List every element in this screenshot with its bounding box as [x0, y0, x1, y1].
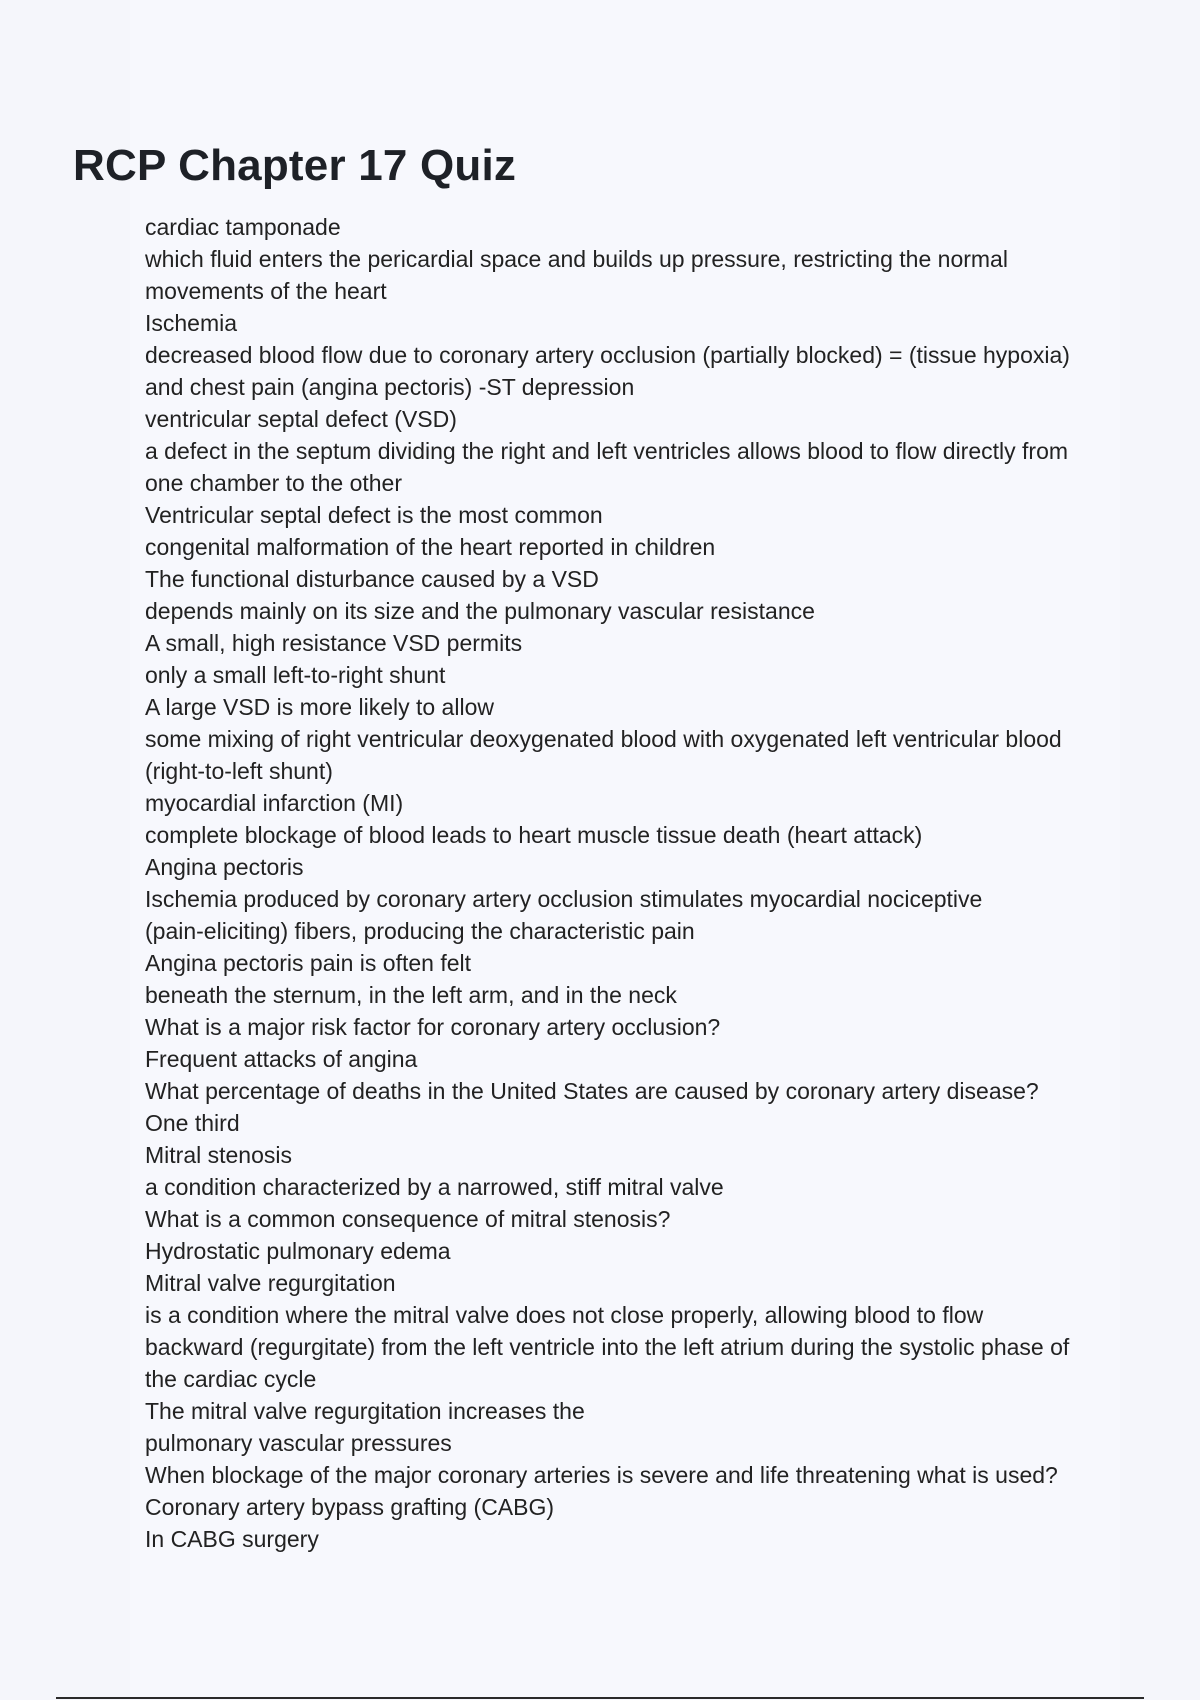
text-line: is a condition where the mitral valve does not close properly, allowing blood to flow [145, 1302, 984, 1328]
text-line: The functional disturbance caused by a VSD [145, 566, 599, 592]
footer-divider [56, 1697, 1144, 1699]
text-line: a defect in the septum dividing the right and left ventricles allows blood to flow directly from [145, 438, 1069, 464]
page-title: RCP Chapter 17 Quiz [73, 141, 517, 190]
text-line: In CABG surgery [145, 1526, 319, 1552]
text-line: When blockage of the major coronary arteries is severe and life threatening what is used? [145, 1462, 1058, 1488]
text-line: The mitral valve regurgitation increases the [145, 1398, 585, 1424]
text-line: and chest pain (angina pectoris) -ST depression [145, 374, 635, 400]
text-line: cardiac tamponade [145, 214, 341, 240]
text-line: One third [145, 1110, 240, 1136]
text-line: Hydrostatic pulmonary edema [145, 1238, 451, 1264]
text-line: one chamber to the other [145, 470, 402, 496]
text-line: pulmonary vascular pressures [145, 1430, 452, 1456]
text-line: (pain-eliciting) fibers, producing the characteristic pain [145, 918, 695, 944]
text-line: the cardiac cycle [145, 1366, 317, 1392]
text-line: myocardial infarction (MI) [145, 790, 404, 816]
text-line: only a small left-to-right shunt [145, 662, 446, 688]
text-line: Ischemia [145, 310, 238, 336]
text-line: Angina pectoris pain is often felt [145, 950, 472, 976]
text-line: which fluid enters the pericardial space and builds up pressure, restricting the normal [145, 246, 1008, 272]
text-line: Angina pectoris [145, 854, 304, 880]
text-line: backward (regurgitate) from the left ventricle into the left atrium during the systolic phase of [145, 1334, 1070, 1360]
text-line: Frequent attacks of angina [145, 1046, 418, 1072]
text-line: Coronary artery bypass grafting (CABG) [145, 1494, 555, 1520]
qa-list [145, 211, 1130, 1555]
text-line: Ischemia produced by coronary artery occlusion stimulates myocardial nociceptive [145, 886, 983, 912]
text-line: Mitral valve regurgitation [145, 1270, 396, 1296]
text-line: complete blockage of blood leads to heart muscle tissue death (heart attack) [145, 822, 923, 848]
text-line: A large VSD is more likely to allow [145, 694, 494, 720]
text-line: Mitral stenosis [145, 1142, 292, 1168]
text-line: a condition characterized by a narrowed, stiff mitral valve [145, 1174, 724, 1200]
text-line: ventricular septal defect (VSD) [145, 406, 457, 432]
text-line: What is a common consequence of mitral stenosis? [145, 1206, 671, 1232]
text-line: A small, high resistance VSD permits [145, 630, 523, 656]
text-line: Ventricular septal defect is the most common [145, 502, 603, 528]
text-line: movements of the heart [145, 278, 387, 304]
text-line: congenital malformation of the heart reported in children [145, 534, 716, 560]
text-line: some mixing of right ventricular deoxygenated blood with oxygenated left ventricular blood [145, 726, 1062, 752]
text-line: What is a major risk factor for coronary artery occlusion? [145, 1014, 721, 1040]
text-line: depends mainly on its size and the pulmonary vascular resistance [145, 598, 815, 624]
text-line: beneath the sternum, in the left arm, and in the neck [145, 982, 677, 1008]
text-line: (right-to-left shunt) [145, 758, 333, 784]
text-line: What percentage of deaths in the United States are caused by coronary artery disease? [145, 1078, 1039, 1104]
text-line: decreased blood flow due to coronary artery occlusion (partially blocked) = (tissue hypoxia) [145, 342, 1070, 368]
